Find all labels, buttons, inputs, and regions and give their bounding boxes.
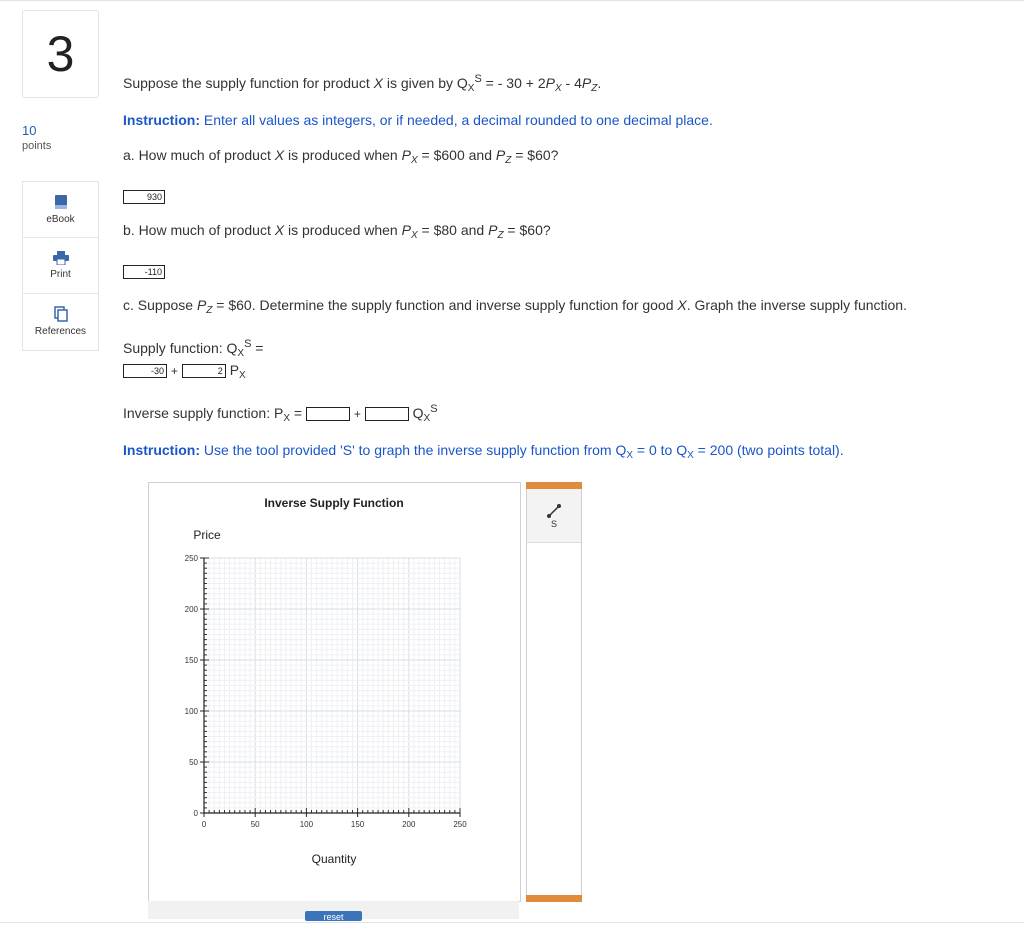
- inverse-supply-row: Inverse supply function: $P_X$ = + $Q_X^S$: [123, 403, 438, 424]
- y-tick-label: 100: [184, 707, 198, 716]
- sidebar-item-references[interactable]: [23, 294, 98, 349]
- question-a: a. How much of product X is produced when $P_X$ = $600 and $P_Z$ = $60?: [123, 147, 559, 166]
- x-tick-label: 100: [299, 820, 314, 829]
- supply-function-inputs: -30 + 2 $P_X$: [123, 362, 246, 381]
- sidebar-item-label: Print: [50, 269, 71, 280]
- references-icon: [54, 306, 68, 322]
- x-tick-label: 50: [250, 820, 260, 829]
- x-tick-label: 200: [402, 820, 416, 829]
- supply-slope-input[interactable]: 2: [182, 364, 226, 378]
- tool-panel-top-bar: [526, 482, 582, 489]
- tool-label: S: [550, 518, 557, 529]
- graph-instruction: Instruction: Use the tool provided 'S' to graph the inverse supply function from $Q_X = 0$ to $Q_X = 200$ (two points total).: [123, 442, 844, 461]
- inverse-slope-input[interactable]: [365, 407, 409, 421]
- points-label: points: [22, 140, 52, 152]
- instruction-text: Instruction: Enter all values as integers, or if needed, a decimal rounded to one decimal place.: [123, 112, 713, 128]
- supply-line-tool[interactable]: [527, 489, 581, 543]
- printer-icon: [53, 251, 69, 265]
- line-tool-icon: [546, 503, 562, 519]
- sidebar-item-label: References: [34, 326, 87, 337]
- inverse-intercept-input[interactable]: [306, 407, 350, 421]
- sidebar: [22, 181, 99, 351]
- book-icon: [54, 194, 68, 210]
- answer-a-input[interactable]: 930: [123, 190, 165, 204]
- x-tick-label: 0: [201, 820, 207, 829]
- chart-title: Inverse Supply Function: [264, 496, 404, 510]
- sidebar-item-print[interactable]: [23, 238, 98, 294]
- points-info: [22, 123, 51, 152]
- reset-button[interactable]: reset: [305, 911, 362, 921]
- x-axis-label: Quantity: [311, 852, 357, 866]
- question-number: 3: [22, 10, 99, 98]
- y-tick-label: 0: [193, 809, 198, 818]
- y-tick-label: 50: [189, 758, 198, 767]
- top-divider: [0, 0, 1024, 1]
- x-tick-label: 150: [350, 820, 365, 829]
- supply-intercept-input[interactable]: -30: [123, 364, 167, 378]
- bottom-divider: [0, 922, 1024, 923]
- answer-b-input[interactable]: -110: [123, 265, 165, 279]
- chart-grid: [204, 558, 460, 813]
- sidebar-item-ebook[interactable]: [23, 182, 98, 238]
- y-tick-label: 250: [184, 554, 198, 563]
- y-tick-label: 200: [184, 605, 198, 614]
- tool-panel-bottom-bar: [526, 895, 582, 902]
- graph-panel: [148, 482, 521, 902]
- sidebar-item-label: eBook: [46, 214, 75, 225]
- question-intro: Suppose the supply function for product X is given by $Q_X^S$ = - $30 + 2P_X - 4P_Z$.: [123, 73, 602, 94]
- question-b: b. How much of product X is produced when $P_X$ = $80 and $P_Z$ = $60?: [123, 222, 551, 241]
- supply-function-label: Supply function: $Q_X^S$ =: [123, 338, 264, 359]
- x-tick-label: 250: [453, 820, 467, 829]
- y-tick-label: 150: [184, 656, 198, 665]
- points-value: 10: [22, 123, 37, 138]
- inverse-supply-chart[interactable]: [149, 483, 520, 901]
- question-c: c. Suppose $P_Z$ = $60. Determine the supply function and inverse supply function for good X. Graph the inverse supply function.: [123, 297, 907, 316]
- y-axis-label: Price: [193, 528, 221, 542]
- tool-panel: [526, 482, 582, 902]
